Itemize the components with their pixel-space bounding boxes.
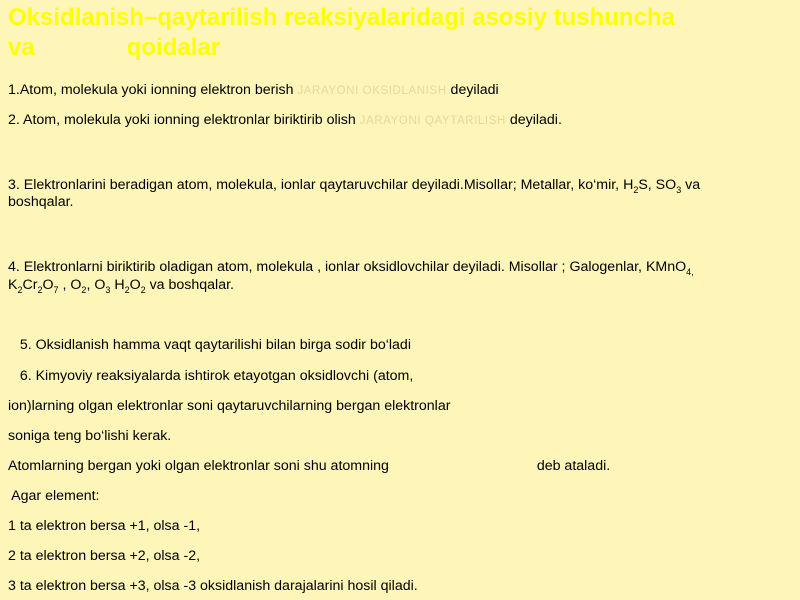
agar-element: Agar element: [8, 488, 100, 504]
rule-2-term: JARAYONI QAYTARILISH [359, 115, 506, 127]
rule-6-line-3: soniga teng bo‘lishi kerak. [8, 428, 172, 444]
formula-o-peroxide: O [129, 277, 141, 293]
formula-cr: Cr [22, 277, 38, 293]
formula-sub: 2 [81, 284, 87, 295]
rule-2-text: 2. Atom, molekula yoki ionning elektronlar biriktirib olish [8, 112, 360, 128]
formula-h: H [110, 277, 125, 293]
title-line-1: Oksidlanish–qaytarilish reaksiyalaridagi asosiy tushuncha [8, 4, 675, 31]
rule-3-text: 3. Elektronlarini beradigan atom, molekula, ionlar qaytaruvchilar deyiladi.Misollar; Metallar, ko‘mir, H [8, 177, 634, 193]
rule-3-sub-2: 3 [676, 184, 682, 195]
rule-3-mid: S, SO [638, 177, 677, 193]
formula-sub: 2 [140, 284, 146, 295]
formula-sub: 2 [17, 284, 23, 295]
rule-3 [8, 176, 700, 194]
rule-6-line-2: ion)larning olgan elektronlar soni qaytaruvchilarning bergan elektronlar [8, 398, 451, 414]
rule-7 [8, 457, 610, 475]
formula-sub: 7 [53, 284, 59, 295]
rule-1-text: 1.Atom, molekula yoki ionning elektron berish [8, 82, 298, 98]
case-1: 1 ta elektron bersa +1, olsa -1, [8, 518, 201, 534]
formula-k: K [8, 277, 18, 293]
case-2: 2 ta elektron bersa +2, olsa -2, [8, 548, 201, 564]
rule-3-end: va [681, 177, 701, 193]
formula-sub: 2 [124, 284, 130, 295]
rule-4 [8, 258, 694, 276]
rule-4-end: va boshqalar. [145, 277, 234, 293]
case-3: 3 ta elektron bersa +3, olsa -3 oksidlanish darajalarini hosil qiladi. [8, 578, 418, 594]
formula-o: O [42, 277, 54, 293]
formula-o2: , O [58, 277, 82, 293]
formula-sub: 3 [105, 284, 111, 295]
rule-4-line-2 [8, 276, 234, 294]
rule-1 [8, 81, 499, 100]
formula-o3: , O [86, 277, 106, 293]
slide-title [8, 3, 792, 63]
rule-7-text: Atomlarning bergan yoki olgan elektronlar soni shu atomning [8, 458, 393, 474]
rule-4-sub-a: 4, [686, 266, 694, 277]
rule-1-term: JARAYONI OKSIDLANISH [297, 85, 447, 97]
rule-6: 6. Kimyoviy reaksiyalarda ishtirok etayotgan oksidlovchi (atom, [8, 368, 414, 384]
rule-5: 5. Oksidlanish hamma vaqt qaytarilishi bilan birga sodir bo‘ladi [8, 337, 411, 353]
rule-4-text: 4. Elektronlarni biriktirib oladigan atom, molekula , ionlar oksidlovchilar deyiladi. Misollar ; Galogenlar, KMnO [8, 259, 687, 275]
rule-2-tail: deyiladi. [505, 112, 562, 128]
rule-2 [8, 111, 562, 130]
rule-7-tail: deb ataladi. [532, 458, 611, 474]
formula-sub: 2 [37, 284, 43, 295]
rule-1-tail: deyiladi [446, 82, 499, 98]
title-line-2-b: qoidalar [126, 34, 221, 61]
rule-3-line-2: boshqalar. [8, 194, 74, 210]
title-line-2 [8, 33, 792, 63]
title-line-2-a: va [8, 34, 35, 61]
rule-3-sub-1: 2 [633, 184, 639, 195]
